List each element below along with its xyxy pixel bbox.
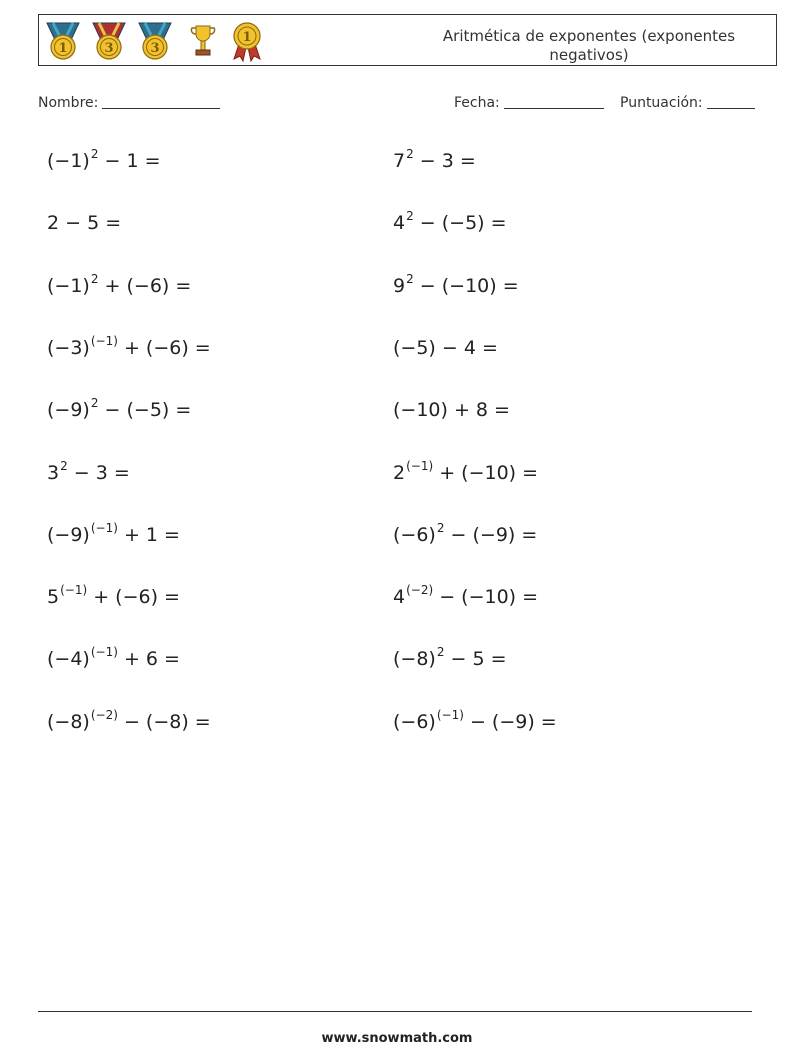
- problem-base: 5: [47, 586, 60, 608]
- problem-base: (−8): [393, 648, 436, 670]
- medal-icon-3: [89, 20, 129, 62]
- problem-left-7: [47, 521, 180, 546]
- problem-operation: + (−10) =: [433, 462, 539, 484]
- score-field[interactable]: [620, 94, 755, 111]
- problem-exponent: (−1): [90, 334, 118, 348]
- svg-text:1: 1: [242, 30, 252, 45]
- problem-base: (−9): [47, 399, 90, 421]
- problem-exponent: (−1): [436, 708, 464, 722]
- problem-base: 3: [47, 462, 60, 484]
- problem-operation: + 6 =: [117, 648, 180, 670]
- problem-base: (−3): [47, 337, 90, 359]
- problem-left-8: [47, 583, 180, 608]
- medal-icon-3-blue: [135, 20, 175, 62]
- footer-divider: [38, 1011, 752, 1012]
- problem-right-4: [393, 337, 498, 359]
- problem-exponent: (−1): [90, 521, 118, 535]
- svg-text:1: 1: [58, 41, 68, 56]
- trophy-icon: [183, 20, 223, 62]
- problem-exponent: 2: [90, 396, 99, 410]
- problem-right-9: [393, 645, 507, 670]
- name-field[interactable]: [38, 94, 220, 111]
- problem-right-6: [393, 459, 539, 484]
- problem-operation: − 3 =: [67, 462, 130, 484]
- footer-site: www.snowmath.com: [321, 1031, 473, 1046]
- problem-exponent: (−2): [90, 708, 118, 722]
- svg-text:3: 3: [150, 41, 160, 56]
- problem-base: 2: [393, 462, 406, 484]
- problem-operation: + (−6) =: [87, 586, 180, 608]
- problem-exponent: 2: [436, 521, 445, 535]
- problem-base: (−10) + 8 =: [393, 399, 510, 421]
- problem-exponent: 2: [436, 645, 445, 659]
- problem-base: (−1): [47, 150, 90, 172]
- problem-operation: − 1 =: [98, 150, 161, 172]
- problem-exponent: (−1): [90, 645, 118, 659]
- problem-exponent: 2: [406, 272, 414, 286]
- problem-left-2: [47, 212, 121, 234]
- problem-operation: − (−10) =: [433, 586, 539, 608]
- problem-base: 4: [393, 212, 406, 234]
- problem-left-4: [47, 334, 211, 359]
- date-label: Fecha:: [454, 95, 500, 111]
- problem-left-3: [47, 272, 192, 297]
- problem-left-5: [47, 396, 192, 421]
- score-blank[interactable]: [707, 94, 755, 109]
- problem-base: (−1): [47, 275, 90, 297]
- score-label: Puntuación:: [620, 95, 703, 111]
- problem-operation: − (−10) =: [413, 275, 519, 297]
- problem-exponent: 2: [60, 459, 68, 473]
- problem-base: 4: [393, 586, 406, 608]
- problem-operation: − 3 =: [413, 150, 476, 172]
- problem-base: (−6): [393, 524, 436, 546]
- date-blank[interactable]: [504, 94, 604, 109]
- problem-left-9: [47, 645, 180, 670]
- problem-exponent: 2: [90, 272, 99, 286]
- problem-operation: − (−9) =: [444, 524, 538, 546]
- problem-base: 7: [393, 150, 406, 172]
- problem-operation: − 5 =: [444, 648, 507, 670]
- problem-base: 2 − 5 =: [47, 212, 122, 234]
- problem-exponent: 2: [406, 209, 414, 223]
- problem-right-2: [393, 209, 507, 234]
- problem-right-10: [393, 708, 557, 733]
- problem-left-1: [47, 147, 161, 172]
- name-label: Nombre:: [38, 95, 99, 111]
- problem-operation: − (−9) =: [463, 711, 557, 733]
- problem-base: (−9): [47, 524, 90, 546]
- problem-right-7: [393, 521, 538, 546]
- problem-base: (−4): [47, 648, 90, 670]
- rosette-icon-1: [227, 20, 267, 62]
- name-blank[interactable]: [102, 94, 220, 109]
- problem-base: (−8): [47, 711, 90, 733]
- problem-operation: − (−8) =: [117, 711, 211, 733]
- date-field[interactable]: [454, 94, 604, 111]
- problem-right-3: [393, 272, 519, 297]
- problem-left-6: [47, 459, 130, 484]
- problem-base: (−6): [393, 711, 436, 733]
- problem-exponent: (−1): [406, 459, 434, 473]
- problem-exponent: 2: [90, 147, 99, 161]
- problem-right-8: [393, 583, 539, 608]
- problem-operation: − (−5) =: [98, 399, 192, 421]
- problem-operation: + (−6) =: [117, 337, 211, 359]
- problem-exponent: 2: [406, 147, 414, 161]
- problem-right-5: [393, 399, 510, 421]
- problem-base: 9: [393, 275, 406, 297]
- page-title: Aritmética de exponentes (exponentes negativos): [442, 27, 736, 64]
- problem-exponent: (−2): [406, 583, 434, 597]
- problem-right-1: [393, 147, 476, 172]
- problem-operation: + (−6) =: [98, 275, 192, 297]
- problem-left-10: [47, 708, 211, 733]
- problem-exponent: (−1): [60, 583, 88, 597]
- problem-base: (−5) − 4 =: [393, 337, 498, 359]
- svg-text:3: 3: [104, 41, 114, 56]
- medal-icon-1: [43, 20, 83, 62]
- header-box: [38, 14, 777, 66]
- problem-operation: + 1 =: [117, 524, 180, 546]
- problem-operation: − (−5) =: [413, 212, 507, 234]
